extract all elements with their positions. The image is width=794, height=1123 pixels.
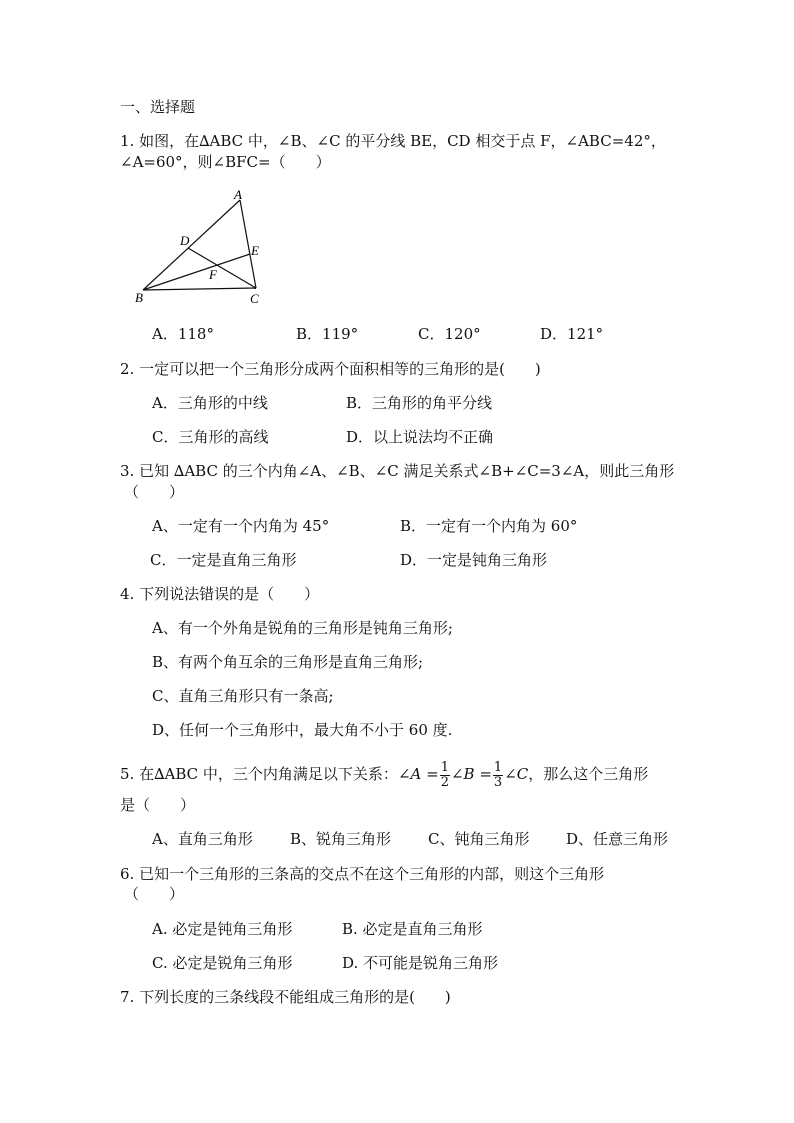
q1-option-d[interactable]: D．121° [540, 325, 604, 343]
q6-option-b[interactable]: B. 必定是直角三角形 [342, 920, 483, 938]
bisector-cd [188, 248, 256, 288]
q4-option-d[interactable]: D、任何一个三角形中，最大角不小于 60 度. [152, 721, 453, 739]
label-e: E [251, 243, 259, 258]
section-title: 一、选择题 [120, 98, 196, 116]
q3-option-b[interactable]: B．一定有一个内角为 60° [400, 517, 578, 535]
q3-option-a[interactable]: A、一定有一个内角为 45° [152, 517, 330, 535]
question-3-text-line-1: 3. 已知 ∆ABC 的三个内角∠A、∠B、∠C 满足关系式∠B+∠C=3∠A，则此三角形 [120, 462, 675, 480]
question-1-text-line-1: 1. 如图，在∆ABC 中，∠B、∠C 的平分线 BE，CD 相交于点 F，∠ABC=42°， [120, 132, 666, 150]
side-ab [143, 200, 240, 290]
question-2-text: 2. 一定可以把一个三角形分成两个面积相等的三角形的是( ) [120, 360, 541, 378]
fraction-one-third [493, 761, 503, 790]
label-f: F [209, 267, 217, 282]
q6-option-d[interactable]: D. 不可能是锐角三角形 [342, 954, 499, 972]
bisector-be [143, 254, 250, 290]
q5-option-c[interactable]: C、钝角三角形 [428, 830, 530, 848]
question-3-text-line-2: （ ） [124, 483, 185, 501]
side-bc [143, 288, 256, 290]
q6-option-c[interactable]: C. 必定是锐角三角形 [152, 954, 293, 972]
question-4-text: 4. 下列说法错误的是（ ） [120, 585, 320, 603]
question-5-prefix: 5. 在∆ABC 中，三个内角满足以下关系： [120, 765, 398, 783]
fraction-one-half [440, 761, 450, 790]
fraction-1-numerator: 1 [440, 759, 449, 775]
question-5-text-line-1 [120, 757, 648, 791]
question-6-text-line-2: （ ） [124, 885, 185, 903]
q4-option-b[interactable]: B、有两个角互余的三角形是直角三角形; [152, 653, 424, 671]
q5-option-d[interactable]: D、任意三角形 [566, 830, 669, 848]
q2-option-b[interactable]: B．三角形的角平分线 [346, 394, 493, 412]
label-d: D [180, 233, 190, 248]
q5-option-a[interactable]: A、直角三角形 [152, 830, 253, 848]
equation-part-b: ∠B = [450, 765, 492, 783]
q1-option-c[interactable]: C．120° [418, 325, 481, 343]
label-a: A [234, 187, 242, 202]
question-1-text-line-2: ∠A=60°，则∠BFC=（ ） [120, 153, 331, 171]
q1-option-a[interactable]: A．118° [152, 325, 214, 343]
question-5-text-line-2: 是（ ） [120, 796, 196, 814]
q1-option-b[interactable]: B．119° [296, 325, 359, 343]
label-c: C [250, 291, 259, 306]
fraction-1-denominator: 2 [440, 774, 449, 790]
equation-part-a: ∠A = [397, 765, 439, 783]
equation-part-c: ∠C [504, 765, 529, 783]
q3-option-d[interactable]: D．一定是钝角三角形 [400, 551, 548, 569]
q3-option-c[interactable]: C．一定是直角三角形 [150, 551, 297, 569]
q6-option-a[interactable]: A. 必定是钝角三角形 [152, 920, 293, 938]
q2-option-c[interactable]: C．三角形的高线 [152, 428, 269, 446]
q5-option-b[interactable]: B、锐角三角形 [290, 830, 392, 848]
question-7-text: 7. 下列长度的三条线段不能组成三角形的是( ) [120, 988, 451, 1006]
label-b: B [135, 290, 143, 305]
fraction-2-numerator: 1 [493, 759, 503, 775]
question-6-text-line-1: 6. 已知一个三角形的三条高的交点不在这个三角形的内部，则这个三角形 [120, 865, 605, 883]
q2-option-a[interactable]: A．三角形的中线 [152, 394, 268, 412]
fraction-2-denominator: 3 [493, 774, 503, 790]
triangle-figure [130, 185, 280, 310]
q4-option-a[interactable]: A、有一个外角是锐角的三角形是钝角三角形; [152, 619, 453, 637]
q2-option-d[interactable]: D．以上说法均不正确 [346, 428, 494, 446]
question-5-suffix: ，那么这个三角形 [528, 765, 649, 783]
q4-option-c[interactable]: C、直角三角形只有一条高; [152, 687, 334, 705]
